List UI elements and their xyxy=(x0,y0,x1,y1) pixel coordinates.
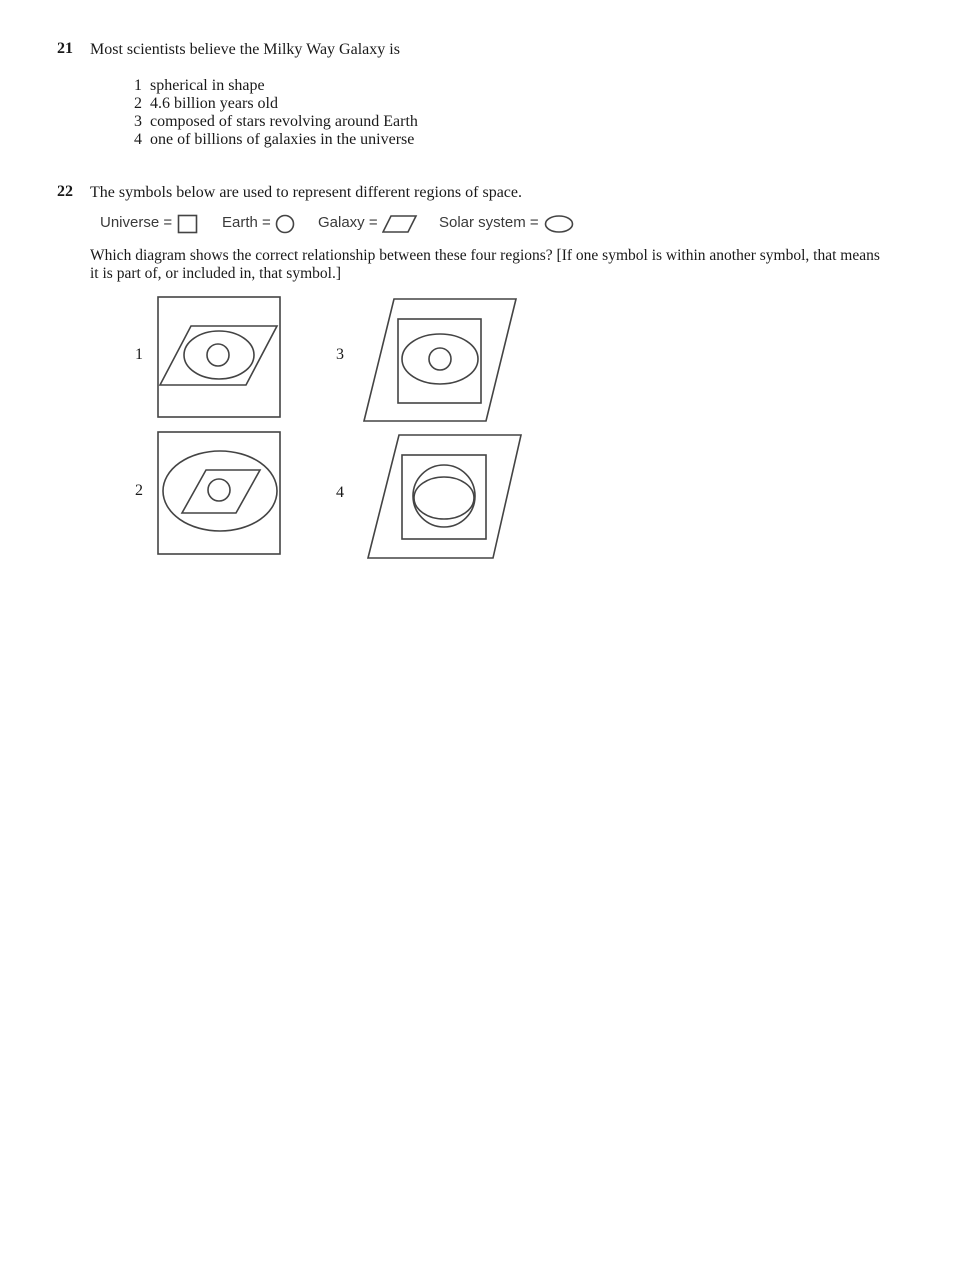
earth-circle xyxy=(413,465,475,527)
solar-system-oval xyxy=(414,477,474,519)
choice-4[interactable] xyxy=(134,131,418,149)
question-21-stem: Most scientists believe the Milky Way Galaxy is xyxy=(90,41,400,58)
choice-1[interactable] xyxy=(134,77,418,95)
earth-circle xyxy=(429,348,451,370)
choice-text: one of billions of galaxies in the universe xyxy=(150,131,415,148)
square-icon xyxy=(177,214,199,234)
choice-number: 4 xyxy=(134,131,142,148)
option-4-label[interactable]: 4 xyxy=(336,484,344,501)
question-21-choices xyxy=(134,77,418,149)
solar-system-oval xyxy=(184,331,254,379)
diagram-option-4[interactable] xyxy=(365,432,525,562)
legend-solar-system-label: Solar system = xyxy=(439,214,539,231)
option-3-label[interactable]: 3 xyxy=(336,346,344,363)
choice-2[interactable] xyxy=(134,95,418,113)
galaxy-parallelogram xyxy=(160,326,277,385)
question-21-number: 21 xyxy=(57,40,73,57)
choice-number: 2 xyxy=(134,95,142,112)
choice-number: 3 xyxy=(134,113,142,130)
legend-earth-label: Earth = xyxy=(222,214,271,231)
earth-circle xyxy=(208,479,230,501)
solar-system-oval xyxy=(402,334,478,384)
option-1-label[interactable]: 1 xyxy=(135,346,143,363)
question-22-prompt-line-2: it is part of, or included in, that symbol.] xyxy=(90,265,341,282)
parallelogram-icon xyxy=(382,214,418,234)
diagram-option-1[interactable] xyxy=(156,295,284,420)
choice-3[interactable] xyxy=(134,113,418,131)
oval-icon xyxy=(544,214,576,234)
universe-square xyxy=(398,319,481,403)
legend-galaxy-label: Galaxy = xyxy=(318,214,378,231)
diagram-option-3[interactable] xyxy=(360,296,520,426)
option-2-label[interactable]: 2 xyxy=(135,482,143,499)
galaxy-parallelogram xyxy=(182,470,260,513)
choice-text: 4.6 billion years old xyxy=(150,95,278,112)
question-22-number: 22 xyxy=(57,183,73,200)
universe-square xyxy=(158,297,280,417)
choice-text: composed of stars revolving around Earth xyxy=(150,113,418,130)
diagram-option-2[interactable] xyxy=(156,430,284,558)
legend-universe-label: Universe = xyxy=(100,214,173,231)
earth-circle xyxy=(207,344,229,366)
choice-number: 1 xyxy=(134,77,142,94)
question-22-prompt-line-1: Which diagram shows the correct relationship between these four regions? [If one symbol is within another symbol, that means xyxy=(90,247,880,264)
solar-system-oval xyxy=(163,451,277,531)
circle-icon xyxy=(275,214,297,234)
question-22-stem: The symbols below are used to represent different regions of space. xyxy=(90,184,523,201)
choice-text: spherical in shape xyxy=(150,77,265,94)
